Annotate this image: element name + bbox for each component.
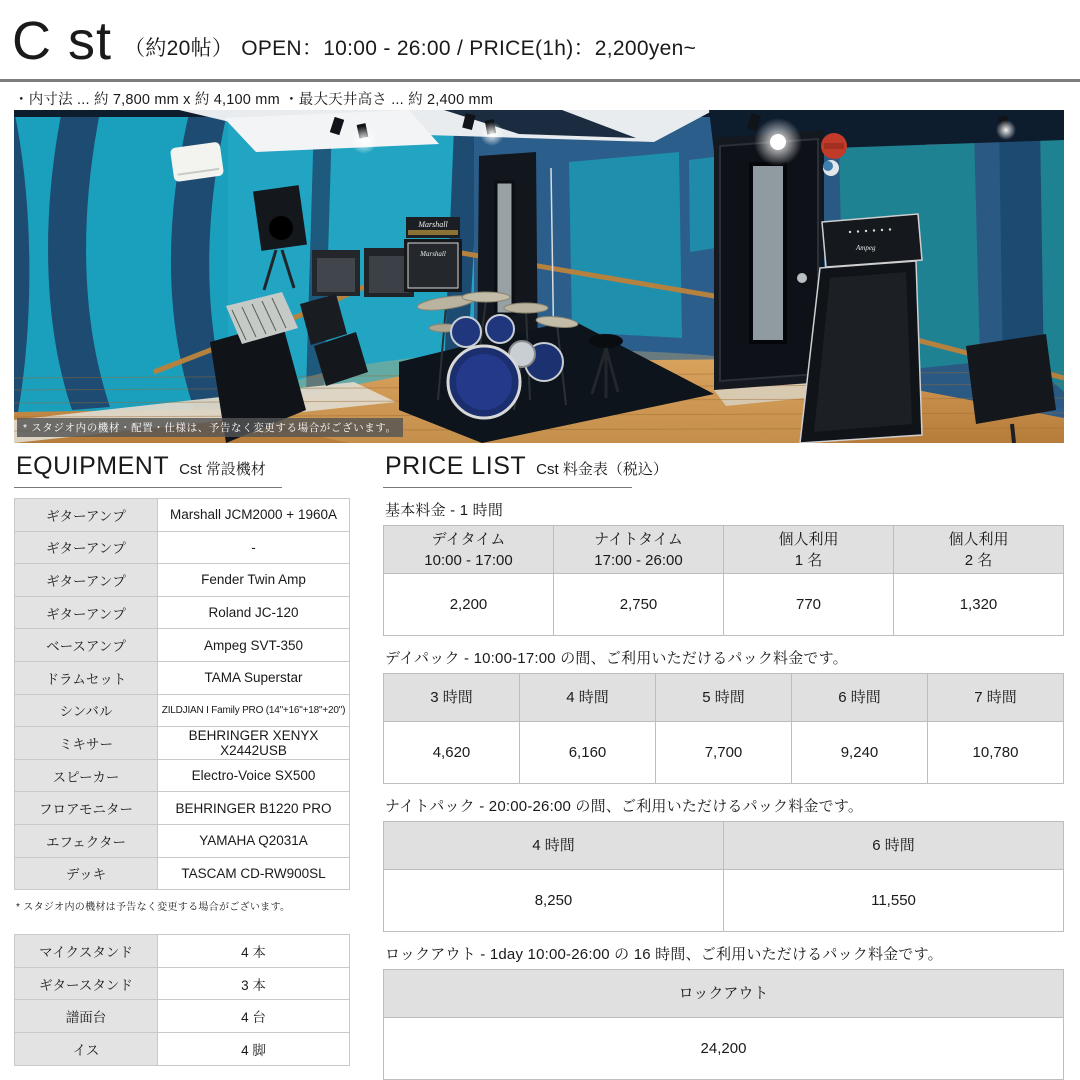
- item-category: ベースアンプ: [15, 629, 158, 662]
- item-category: ギターアンプ: [15, 564, 158, 597]
- studio-spec: [124, 32, 696, 67]
- item-category: ギターアンプ: [15, 499, 158, 532]
- item-category: フロアモニター: [15, 792, 158, 825]
- price-value: 770: [724, 574, 894, 636]
- stands-table: [14, 934, 350, 1065]
- price-value: 1,320: [894, 574, 1064, 636]
- item-value: 3 本: [158, 967, 350, 1000]
- item-value: -: [158, 531, 350, 564]
- equipment-subtitle: Cst 常設機材: [179, 461, 266, 478]
- price-column-header: [724, 822, 1064, 870]
- price-table: [383, 821, 1064, 932]
- price-column-header: [792, 674, 928, 722]
- price-column-header: [520, 674, 656, 722]
- item-value: 4 脚: [158, 1032, 350, 1065]
- item-value: Marshall JCM2000 + 1960A: [158, 499, 350, 532]
- table-row: [15, 759, 350, 792]
- price-column-title: 7 時間: [974, 689, 1017, 706]
- room-dimensions: ・内寸法 ... 約 7,800 mm x 約 4,100 mm ・最大天井高さ ... 約 2,400 mm: [14, 92, 494, 108]
- table-row: [15, 661, 350, 694]
- price-column-header: [724, 526, 894, 574]
- item-value: 4 本: [158, 935, 350, 968]
- svg-text:Marshall: Marshall: [418, 220, 448, 229]
- price-column-header: [928, 674, 1064, 722]
- item-category: ギターアンプ: [15, 531, 158, 564]
- price-column-header: [384, 970, 1064, 1018]
- item-value: TAMA Superstar: [158, 661, 350, 694]
- item-category: ギターアンプ: [15, 596, 158, 629]
- item-category: エフェクター: [15, 824, 158, 857]
- price-column-header: [384, 526, 554, 574]
- studio-photo-art: [14, 110, 1064, 443]
- table-row: [15, 792, 350, 825]
- price-table: [383, 673, 1064, 784]
- studio-size: （約20帖）: [124, 37, 234, 61]
- table-row: [15, 967, 350, 1000]
- price-value: 10,780: [928, 722, 1064, 784]
- price-column-title: 4 時間: [566, 689, 609, 706]
- price-value: 2,750: [554, 574, 724, 636]
- table-row: [15, 694, 350, 727]
- price-column-title: デイタイム: [431, 530, 506, 548]
- item-category: マイクスタンド: [15, 935, 158, 968]
- price-value: 9,240: [792, 722, 928, 784]
- table-row: [15, 499, 350, 532]
- price-list-section: [383, 450, 1064, 1080]
- price-column-subtitle: 1 名: [794, 551, 823, 569]
- price-value: 8,250: [384, 870, 724, 932]
- air-conditioner: [170, 142, 224, 183]
- price-list-subtitle: Cst 料金表（税込）: [536, 461, 668, 478]
- marshall-stack: [404, 217, 462, 292]
- entrance-door: [714, 130, 824, 390]
- price-value: 2,200: [384, 574, 554, 636]
- table-row: [15, 1032, 350, 1065]
- item-category: ギタースタンド: [15, 967, 158, 1000]
- item-category: 譜面台: [15, 1000, 158, 1033]
- equipment-table: [14, 498, 350, 890]
- price-column-title: 3 時間: [430, 689, 473, 706]
- studio-open-price: OPEN：10:00 - 26:00 / PRICE(1h)：2,200yen~: [241, 37, 697, 61]
- price-section-label: 基本料金 - 1 時間: [385, 502, 504, 519]
- price-section-label: ロックアウト - 1day 10:00-26:00 の 16 時間、ご利用いただけるパック料金です。: [385, 946, 943, 963]
- page-header: [12, 11, 697, 71]
- price-column-header: [384, 674, 520, 722]
- price-column-title: 個人利用: [948, 530, 1009, 548]
- price-column-header: [554, 526, 724, 574]
- item-category: スピーカー: [15, 759, 158, 792]
- price-column-title: 個人利用: [778, 530, 839, 548]
- table-row: [15, 596, 350, 629]
- price-sections: [383, 499, 1064, 1080]
- svg-text:Marshall: Marshall: [420, 250, 446, 258]
- studio-name: C st: [12, 11, 113, 71]
- price-section-label: ナイトパック - 20:00-26:00 の間、ご利用いただけるパック料金です。: [385, 798, 864, 815]
- item-value: Electro-Voice SX500: [158, 759, 350, 792]
- item-category: ドラムセット: [15, 661, 158, 694]
- price-value: 6,160: [520, 722, 656, 784]
- item-category: ミキサー: [15, 727, 158, 760]
- table-row: [15, 531, 350, 564]
- item-value: Fender Twin Amp: [158, 564, 350, 597]
- price-column-title: 4 時間: [532, 837, 575, 854]
- price-list-title-text: PRICE LIST: [385, 452, 527, 480]
- header-divider: [0, 79, 1080, 82]
- price-section-label: デイパック - 10:00-17:00 の間、ご利用いただけるパック料金です。: [385, 650, 848, 667]
- item-value: YAMAHA Q2031A: [158, 824, 350, 857]
- svg-text:Ampeg: Ampeg: [856, 244, 876, 252]
- price-column-title: ナイトタイム: [594, 530, 683, 548]
- price-column-header: [384, 822, 724, 870]
- equipment-note: * スタジオ内の機材は予告なく変更する場合がございます。: [16, 902, 291, 914]
- table-row: [15, 857, 350, 890]
- equipment-section: [14, 450, 350, 1066]
- price-table: [383, 525, 1064, 636]
- table-row: [15, 564, 350, 597]
- equipment-title-text: EQUIPMENT: [16, 452, 170, 480]
- item-value: ZILDJIAN I Family PRO (14"+16"+18"+20"): [158, 694, 350, 727]
- price-column-header: [894, 526, 1064, 574]
- price-column-title: ロックアウト: [678, 985, 769, 1002]
- table-row: [15, 727, 350, 760]
- price-column-title: 5 時間: [702, 689, 745, 706]
- table-row: [15, 1000, 350, 1033]
- item-category: デッキ: [15, 857, 158, 890]
- item-value: Roland JC-120: [158, 596, 350, 629]
- price-value: 4,620: [384, 722, 520, 784]
- table-row: [384, 870, 1064, 932]
- item-value: BEHRINGER B1220 PRO: [158, 792, 350, 825]
- price-column-subtitle: 17:00 - 26:00: [594, 551, 683, 569]
- price-column-subtitle: 10:00 - 17:00: [424, 551, 513, 569]
- price-list-title: [383, 450, 668, 488]
- table-row: [384, 1018, 1064, 1080]
- table-row: [15, 824, 350, 857]
- studio-photo: [14, 110, 1064, 443]
- price-column-subtitle: 2 名: [964, 551, 993, 569]
- photo-disclaimer: * スタジオ内の機材・配置・仕様は、予告なく変更する場合がございます。: [17, 418, 403, 437]
- table-row: [15, 629, 350, 662]
- price-value: 7,700: [656, 722, 792, 784]
- equipment-title: [14, 450, 282, 488]
- table-row: [384, 722, 1064, 784]
- price-value: 11,550: [724, 870, 1064, 932]
- price-table: [383, 969, 1064, 1080]
- price-column-title: 6 時間: [838, 689, 881, 706]
- item-value: 4 台: [158, 1000, 350, 1033]
- price-value: 24,200: [384, 1018, 1064, 1080]
- table-row: [384, 574, 1064, 636]
- item-value: BEHRINGER XENYX X2442USB: [158, 727, 350, 760]
- item-value: Ampeg SVT-350: [158, 629, 350, 662]
- table-row: [15, 935, 350, 968]
- price-column-header: [656, 674, 792, 722]
- item-category: シンバル: [15, 694, 158, 727]
- item-value: TASCAM CD-RW900SL: [158, 857, 350, 890]
- price-column-title: 6 時間: [872, 837, 915, 854]
- item-category: イス: [15, 1032, 158, 1065]
